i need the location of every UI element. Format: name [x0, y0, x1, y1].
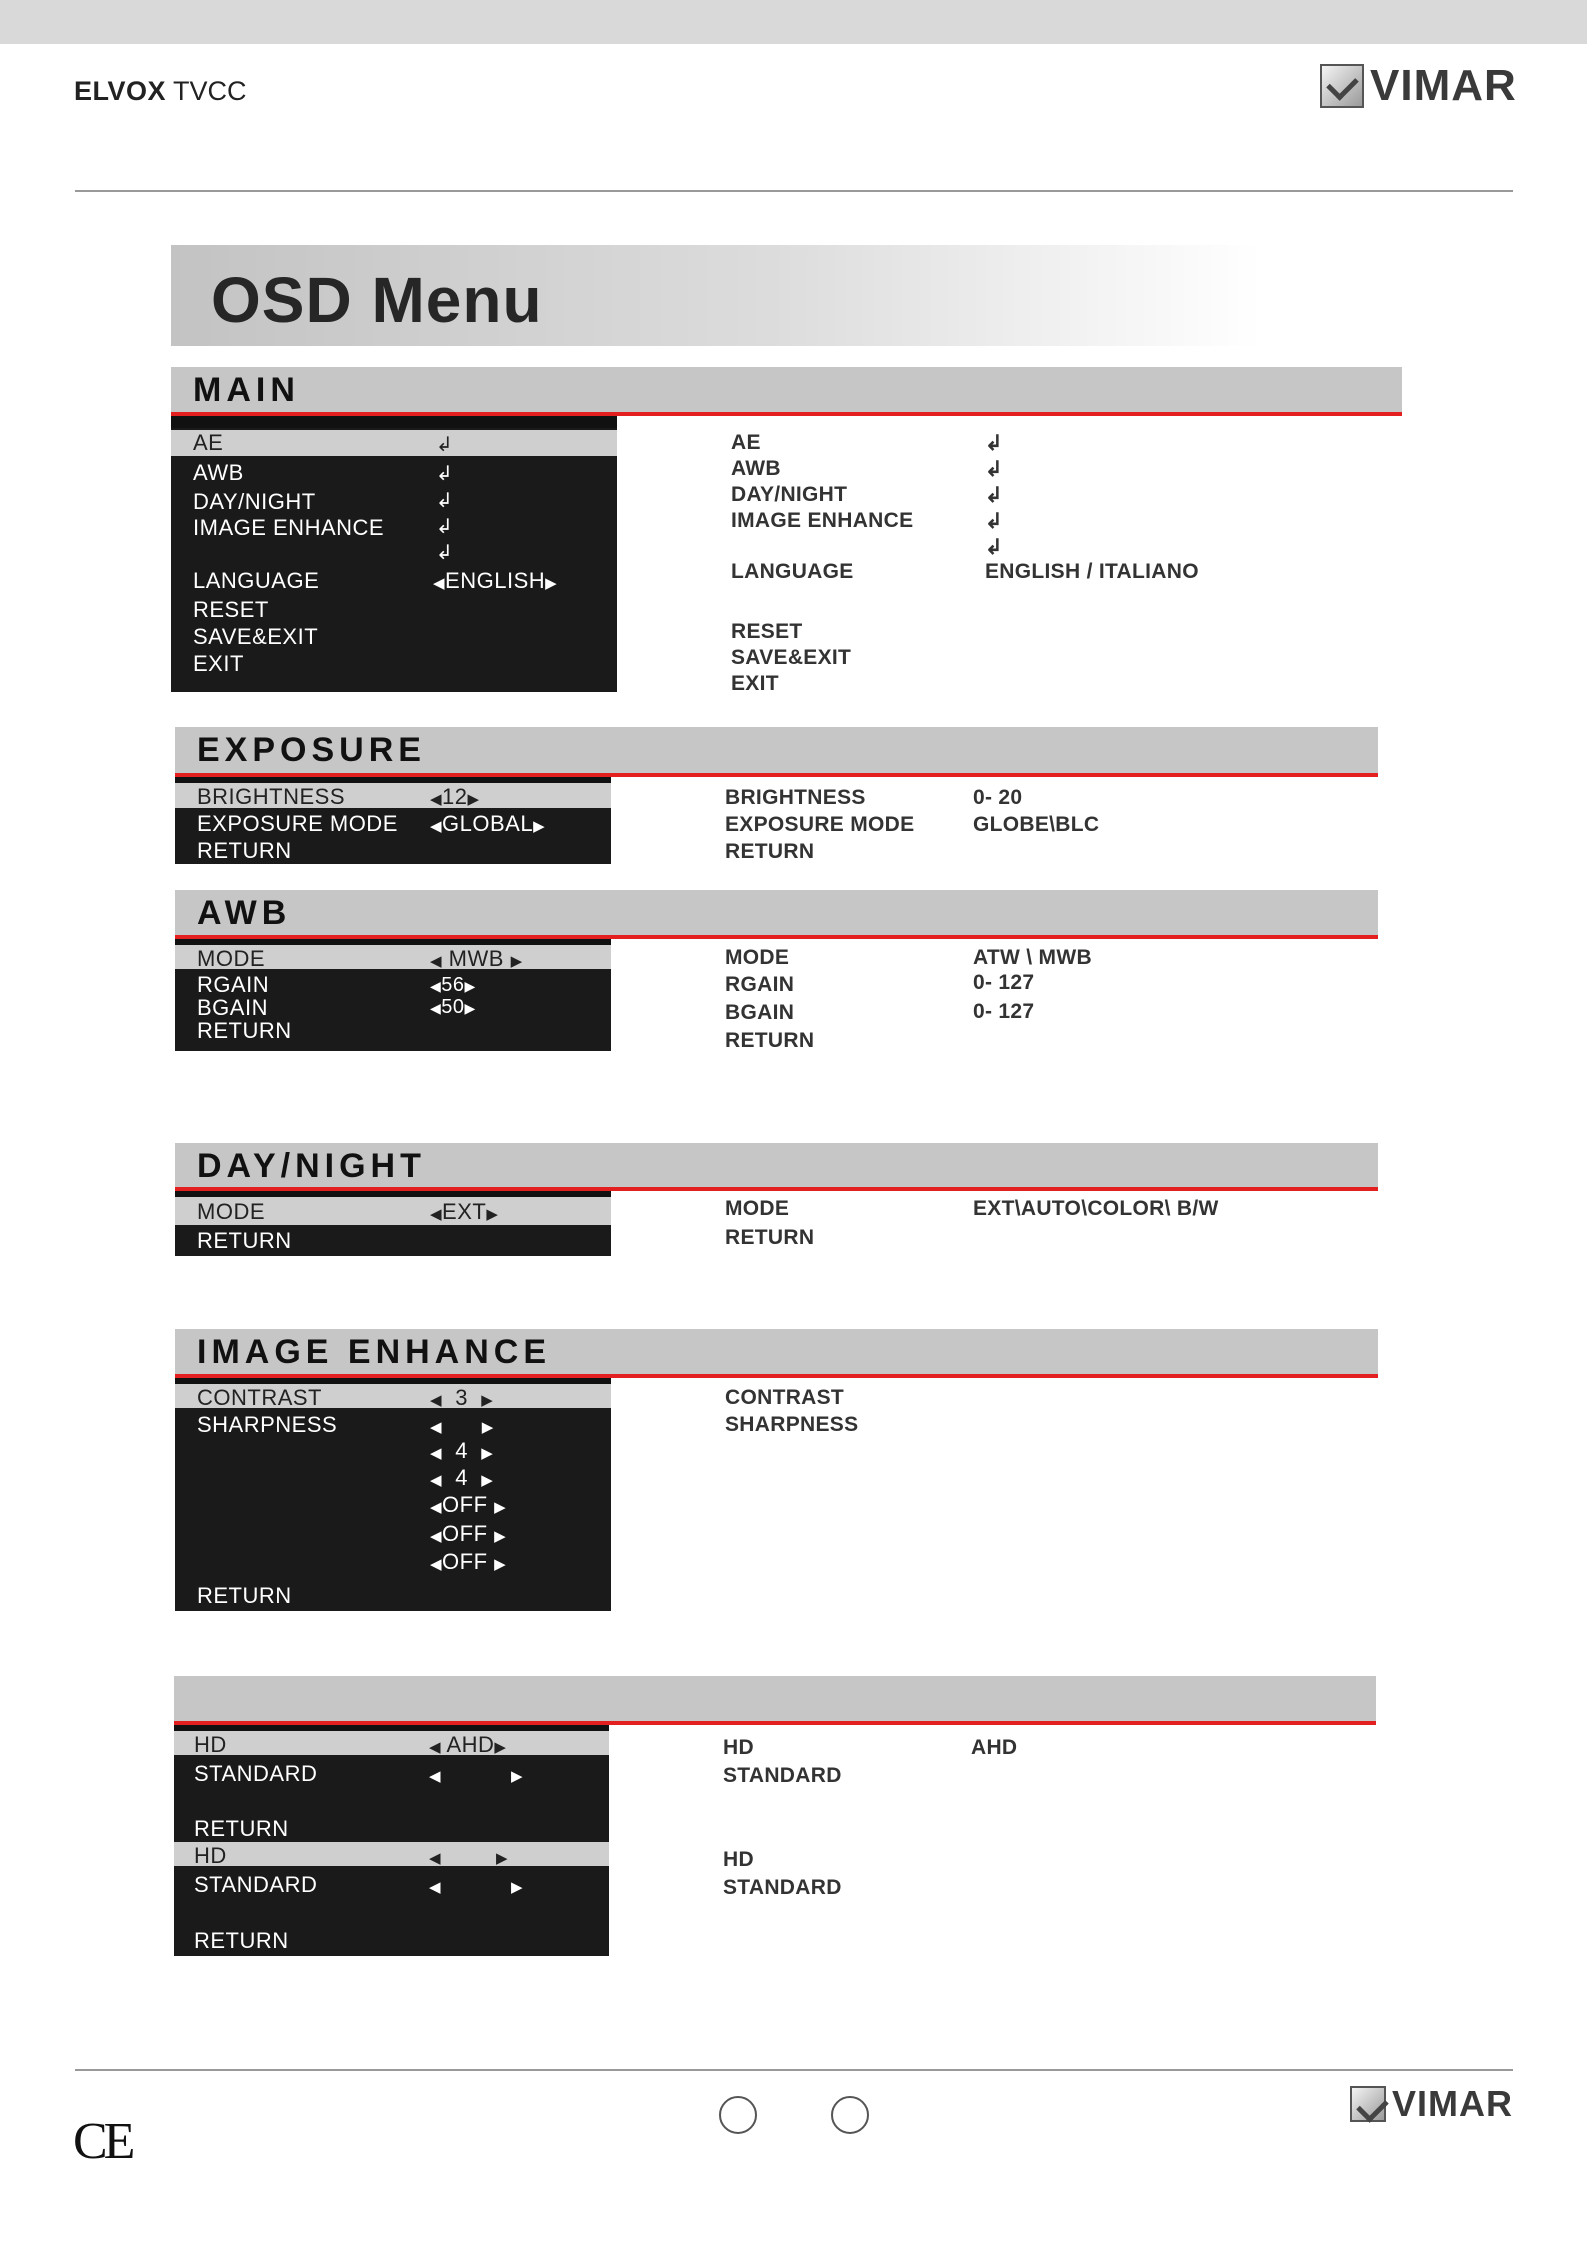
desc-label: BGAIN [725, 1001, 795, 1024]
osd-value-row: ◀ 4 ▶ [430, 1465, 494, 1490]
osd-highlight [174, 1842, 609, 1866]
osd-value-row: ◀OFF ▶ [430, 1549, 507, 1574]
enter-icon: ↲ [985, 484, 1003, 507]
page-title: OSD Menu [211, 264, 543, 336]
osd-bgain-value: ◀50▶ [430, 996, 476, 1018]
osd-item-bgain: BGAIN [197, 995, 268, 1020]
desc-value: 0- 20 [973, 786, 1023, 809]
desc-label: RETURN [725, 840, 815, 863]
enter-icon: ↲ [985, 510, 1003, 533]
desc-label: STANDARD [723, 1876, 842, 1899]
osd-item-rgain: RGAIN [197, 972, 270, 997]
osd-item-awb: AWB [193, 460, 244, 485]
osd-item-hd: HD [194, 1732, 227, 1757]
osd-mode-value: ◀ MWB ▶ [430, 946, 523, 971]
section-header-daynight [175, 1143, 1378, 1191]
footer-divider [75, 2069, 1513, 2071]
desc-value: GLOBE\BLC [973, 813, 1100, 836]
osd-item-daynight: DAY/NIGHT [193, 489, 316, 514]
osd-panel-exposure [175, 777, 611, 864]
osd-item-return: RETURN [197, 1228, 292, 1253]
osd-hd-arrows: ◀ ▶ [429, 1850, 509, 1867]
desc-label: MODE [725, 946, 790, 969]
title-banner [171, 245, 1261, 346]
osd-item-sharpness: SHARPNESS [197, 1412, 338, 1437]
osd-item-return: RETURN [194, 1816, 289, 1841]
desc-value: EXT\AUTO\COLOR\ B/W [973, 1197, 1219, 1220]
section-title-awb: AWB [197, 894, 292, 932]
desc-label: HD [723, 1848, 754, 1871]
osd-item-exit: EXIT [193, 651, 244, 676]
osd-item-mode: MODE [197, 946, 265, 971]
ce-mark: CE [73, 2113, 132, 2170]
enter-icon: ↲ [436, 516, 453, 538]
enter-icon: ↲ [436, 490, 453, 512]
osd-panel-daynight [175, 1191, 611, 1256]
enter-icon: ↲ [985, 536, 1003, 559]
section-title-main: MAIN [193, 371, 300, 409]
desc-label: CONTRAST [725, 1386, 845, 1409]
osd-item-ae: AE [193, 430, 224, 455]
desc-label: SHARPNESS [725, 1413, 859, 1436]
section-header-main [171, 367, 1402, 416]
osd-item-exposure-mode: EXPOSURE MODE [197, 811, 398, 836]
osd-item-return: RETURN [197, 1583, 292, 1608]
osd-item-hd: HD [194, 1843, 227, 1868]
vimar-logo-text: VIMAR [1370, 61, 1517, 110]
osd-brightness-value: ◀12▶ [430, 784, 480, 809]
osd-item-return: RETURN [197, 1018, 292, 1043]
desc-label: IMAGE ENHANCE [731, 509, 914, 532]
osd-item-reset: RESET [193, 597, 269, 622]
top-bar [0, 0, 1587, 44]
vimar-logo-icon [1350, 2086, 1386, 2122]
desc-label: AWB [731, 457, 781, 480]
enter-icon: ↲ [436, 434, 453, 456]
desc-value: 0- 127 [973, 971, 1035, 994]
osd-contrast-value: ◀ 3 ▶ [430, 1385, 494, 1410]
desc-label: EXPOSURE MODE [725, 813, 915, 836]
osd-item-brightness: BRIGHTNESS [197, 784, 346, 809]
enter-icon: ↲ [985, 458, 1003, 481]
desc-label: RGAIN [725, 973, 795, 996]
osd-item-language: LANGUAGE [193, 568, 320, 593]
section-title-image-enhance: IMAGE ENHANCE [197, 1333, 552, 1371]
section-header-exposure [175, 727, 1378, 777]
brand [74, 76, 247, 107]
desc-value: ATW \ MWB [973, 946, 1092, 969]
desc-label: SAVE&EXIT [731, 646, 852, 669]
enter-icon: ↲ [985, 432, 1003, 455]
desc-label: STANDARD [723, 1764, 842, 1787]
desc-label: DAY/NIGHT [731, 483, 848, 506]
brand-bold: ELVOX [74, 76, 167, 106]
osd-exposure-mode-value: ◀GLOBAL▶ [430, 811, 546, 836]
osd-item-mode: MODE [197, 1199, 265, 1224]
section-header-image-enhance [175, 1329, 1378, 1378]
desc-label: RETURN [725, 1226, 815, 1249]
enter-icon: ↲ [436, 463, 453, 485]
desc-label: RETURN [725, 1029, 815, 1052]
osd-highlight [171, 430, 617, 456]
desc-label: EXIT [731, 672, 779, 695]
osd-item-contrast: CONTRAST [197, 1385, 322, 1410]
vimar-logo-header [1320, 61, 1517, 111]
header-divider [75, 190, 1513, 192]
desc-label: AE [731, 431, 761, 454]
enter-icon: ↲ [436, 542, 453, 564]
osd-item-standard: STANDARD [194, 1761, 318, 1786]
desc-label: MODE [725, 1197, 790, 1220]
brand-rest: TVCC [166, 76, 247, 106]
osd-panel-awb [175, 939, 611, 1051]
desc-value: 0- 127 [973, 1000, 1035, 1023]
section-title-exposure: EXPOSURE [197, 731, 426, 769]
desc-value: ENGLISH / ITALIANO [985, 560, 1199, 583]
desc-label: HD [723, 1736, 754, 1759]
vimar-logo-text: VIMAR [1392, 2083, 1513, 2124]
osd-value-row: ◀OFF ▶ [430, 1521, 507, 1546]
desc-label: LANGUAGE [731, 560, 854, 583]
vimar-logo-footer [1350, 2083, 1513, 2125]
section-header-video [174, 1676, 1376, 1725]
desc-label: RESET [731, 620, 803, 643]
osd-item-standard: STANDARD [194, 1872, 318, 1897]
osd-item-save-exit: SAVE&EXIT [193, 624, 319, 649]
osd-panel-image-enhance [175, 1378, 611, 1611]
osd-highlight [174, 1731, 609, 1755]
section-header-awb [175, 890, 1378, 939]
osd-item-return: RETURN [197, 838, 292, 863]
desc-value: AHD [971, 1736, 1018, 1759]
osd-item-image-enhance: IMAGE ENHANCE [193, 515, 385, 540]
osd-rgain-value: ◀56▶ [430, 974, 476, 996]
osd-hd-value: ◀ AHD▶ [429, 1732, 507, 1757]
osd-standard-arrows: ◀ ▶ [429, 1879, 524, 1896]
osd-panel-main [171, 416, 617, 692]
vimar-logo-icon [1320, 64, 1364, 108]
circle-icon [719, 2096, 757, 2134]
osd-language-value: ◀ENGLISH▶ [433, 568, 558, 593]
circle-icon [831, 2096, 869, 2134]
section-title-daynight: DAY/NIGHT [197, 1147, 426, 1185]
osd-value-row: ◀OFF ▶ [430, 1492, 507, 1517]
osd-panel-video [174, 1725, 609, 1956]
desc-label: BRIGHTNESS [725, 786, 866, 809]
osd-mode-value: ◀EXT▶ [430, 1199, 499, 1224]
osd-item-return: RETURN [194, 1928, 289, 1953]
osd-standard-arrows: ◀ ▶ [429, 1768, 524, 1785]
osd-sharpness-value: ◀ ▶ [430, 1419, 494, 1436]
osd-value-row: ◀ 4 ▶ [430, 1438, 494, 1463]
